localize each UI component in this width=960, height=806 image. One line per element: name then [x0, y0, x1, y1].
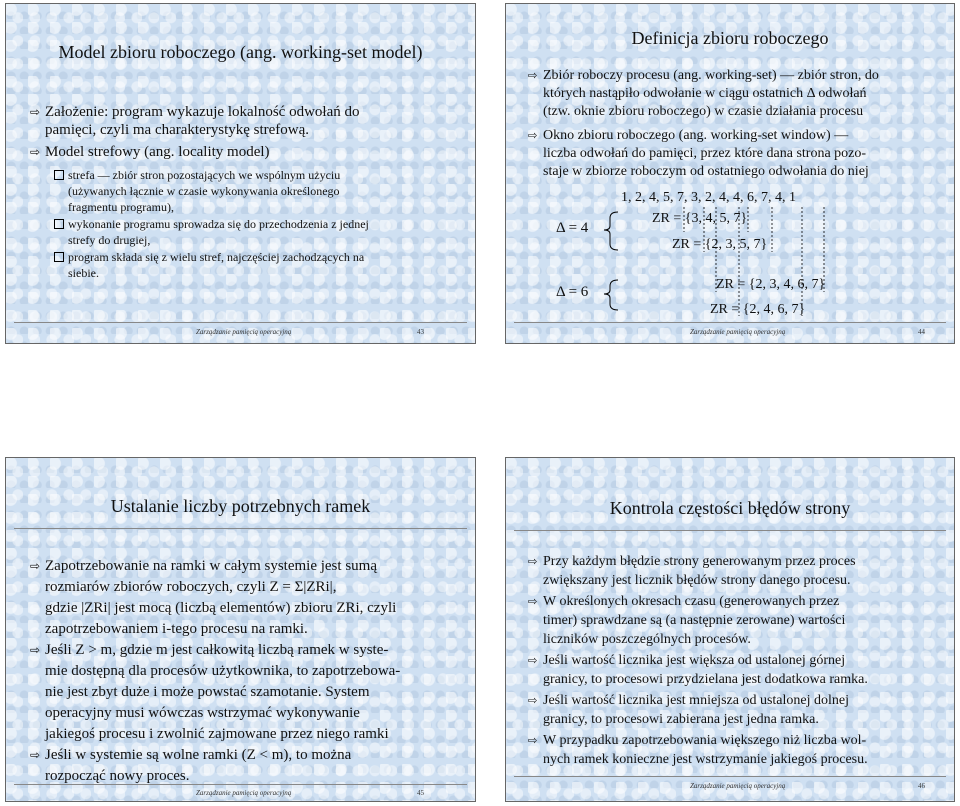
bullet-2-cont: staje w zbiorze roboczym od ostatniego odwołania do niej [543, 164, 869, 179]
arrow-bullet-icon: ⇨ [528, 694, 538, 707]
bullet-4-cont: granicy, to procesowi zabierana jest jedna ramka. [543, 712, 819, 727]
bullet-1-cont: zwiększany jest licznik błędów strony danego procesu. [543, 573, 851, 588]
bullet-2 [528, 594, 839, 610]
arrow-bullet-icon: ⇨ [30, 145, 41, 159]
line: Zapotrzebowanie na ramki w całym systemie jest sumą [45, 558, 377, 574]
bullet-2 [30, 642, 388, 659]
sub-bullet-1-cont: fragmentu programu), [68, 200, 174, 214]
working-set-4: ZR = {2, 4, 6, 7} [710, 302, 806, 317]
bullet-5-cont: nych ramek konieczne jest wstrzymanie jakiegoś procesu. [543, 752, 868, 767]
bullet-3 [30, 747, 351, 764]
line: Jeśli Z > m, gdzie m jest całkowitą liczbą ramek w syste- [45, 642, 389, 658]
bullet-2 [528, 128, 848, 144]
line: Model strefowy (ang. locality model) [45, 144, 270, 160]
footer-divider [514, 322, 946, 323]
bullet-1 [528, 68, 879, 84]
line: Założenie: program wykazuje lokalność odwołań do [45, 104, 360, 120]
bullet-1 [30, 104, 359, 121]
bullet-2-cont: nie jest zbyt duże i może powstać szamotanie. System [45, 684, 370, 700]
arrow-bullet-icon: ⇨ [528, 595, 538, 608]
line: Przy każdym błędzie strony generowanym przez proces [543, 554, 856, 569]
slide-title: Kontrola częstości błędów strony [609, 498, 851, 518]
line: Okno zbioru roboczego (ang. working-set window) — [543, 128, 849, 143]
working-set-2: ZR = {2, 3, 5, 7} [672, 237, 768, 252]
bullet-1-cont: rozmiarów zbiorów roboczych, czyli Z = Σ|ZRi|, [45, 579, 337, 595]
line: Jeśli wartość licznika jest większa od ustalonej górnej [543, 653, 846, 668]
slide-footer: Zarządzanie pamięcią operacyjną [690, 782, 786, 790]
bullet-4 [528, 693, 849, 709]
page-number: 46 [918, 782, 925, 790]
slide-45 [5, 457, 476, 802]
delta-4-label: Δ = 4 [556, 220, 589, 236]
slide-footer: Zarządzanie pamięcią operacyjną [690, 328, 786, 336]
sub-bullet-3 [54, 250, 364, 265]
bullet-5 [528, 733, 866, 749]
bullet-2-cont: mie dostępną dla procesów użytkownika, to zapotrzebowa- [45, 663, 401, 679]
arrow-bullet-icon: ⇨ [528, 734, 538, 747]
arrow-bullet-icon: ⇨ [528, 69, 538, 82]
slide-43 [5, 3, 476, 344]
bullet-1-cont: zapotrzebowaniem i-tego procesu na ramki. [45, 621, 308, 637]
title-divider [514, 530, 946, 531]
bullet-3-cont: rozpocząć nowy proces. [45, 768, 190, 784]
arrow-bullet-icon: ⇨ [30, 643, 41, 657]
bullet-1-cont: pamięci, czyli ma charakterystykę strefową. [45, 122, 310, 138]
arrow-bullet-icon: ⇨ [30, 748, 41, 762]
slide-title: Model zbioru roboczego (ang. working-set model) [58, 42, 423, 62]
line: W przypadku zapotrzebowania większego niż liczba wol- [543, 733, 867, 748]
slide-44 [505, 3, 955, 344]
footer-divider [14, 784, 467, 785]
working-set-1: ZR = {3, 4, 5, 7} [652, 211, 748, 226]
bullet-1 [30, 558, 377, 575]
page-number: 44 [918, 328, 925, 336]
line: W określonych okresach czasu (generowanych przez [543, 594, 840, 609]
slide-footer: Zarządzanie pamięcią operacyjną [196, 328, 292, 336]
bullet-1-cont: których nastąpiło odwołanie w ciągu ostatnich Δ odwołań [543, 86, 867, 101]
arrow-bullet-icon: ⇨ [30, 559, 41, 573]
bullet-3 [528, 653, 845, 669]
slide-footer: Zarządzanie pamięcią operacyjną [196, 789, 292, 797]
brace-delta-6 [604, 280, 618, 310]
arrow-bullet-icon: ⇨ [528, 654, 538, 667]
slide-title: Ustalanie liczby potrzebnych ramek [110, 496, 371, 516]
page-number: 45 [417, 789, 424, 797]
bullet-1 [528, 554, 856, 570]
line: program składa się z wielu stref, najczęściej zachodzących na [68, 250, 365, 264]
checkbox-bullet-icon [54, 170, 64, 180]
line: Jeśli w systemie są wolne ramki (Z < m), to można [45, 747, 352, 763]
line: Zbiór roboczy procesu (ang. working-set) — zbiór stron, do [543, 68, 879, 83]
bullet-1-cont: gdzie |ZRi| jest mocą (liczbą elementów) zbioru ZRi, czyli [45, 600, 397, 616]
line: Jeśli wartość licznika jest mniejsza od ustalonej dolnej [543, 693, 849, 708]
bullet-2 [30, 144, 270, 161]
bullet-2-cont: jakiegoś procesu i zwolnić zajmowane przez niego ramki [45, 726, 389, 742]
line: strefa — zbiór stron pozostających we wspólnym użyciu [68, 168, 341, 182]
checkbox-bullet-icon [54, 252, 64, 262]
reference-sequence: 1, 2, 4, 5, 7, 3, 2, 4, 4, 6, 7, 4, 1 [621, 190, 796, 205]
bullet-2-cont: liczników poszczególnych procesów. [543, 632, 751, 647]
slide-46 [505, 457, 955, 802]
brace-delta-4 [604, 212, 618, 250]
sub-bullet-1-cont: (używanych łącznie w czasie wykonywania określonego [68, 184, 340, 198]
bullet-2-cont: liczba odwołań do pamięci, przez które dana strona pozo- [543, 146, 867, 161]
footer-divider [514, 776, 946, 777]
bullet-2-cont: timer) sprawdzane są (a następnie zerowane) wartości [543, 613, 846, 628]
slide-title: Definicja zbioru roboczego [631, 28, 829, 48]
sub-bullet-3-cont: siebie. [68, 266, 99, 280]
checkbox-bullet-icon [54, 219, 64, 229]
footer-divider [14, 322, 467, 323]
arrow-bullet-icon: ⇨ [528, 555, 538, 568]
arrow-bullet-icon: ⇨ [30, 105, 41, 119]
title-divider [14, 528, 467, 529]
delta-6-label: Δ = 6 [556, 284, 589, 300]
sub-bullet-1 [54, 168, 340, 183]
arrow-bullet-icon: ⇨ [528, 129, 538, 142]
line: wykonanie programu sprowadza się do przechodzenia z jednej [68, 217, 369, 231]
working-set-3: ZR = {2, 3, 4, 6, 7} [716, 277, 826, 292]
bullet-1-cont: (tzw. oknie zbioru roboczego) w czasie działania procesu [543, 104, 864, 119]
page-number: 43 [417, 328, 424, 336]
bullet-3-cont: granicy, to procesowi przydzielana jest dodatkowa ramka. [543, 672, 868, 687]
sub-bullet-2 [54, 217, 369, 232]
sub-bullet-2-cont: strefy do drugiej, [68, 233, 151, 247]
bullet-2-cont: operacyjny musi wówczas wstrzymać wykonywanie [45, 705, 360, 721]
